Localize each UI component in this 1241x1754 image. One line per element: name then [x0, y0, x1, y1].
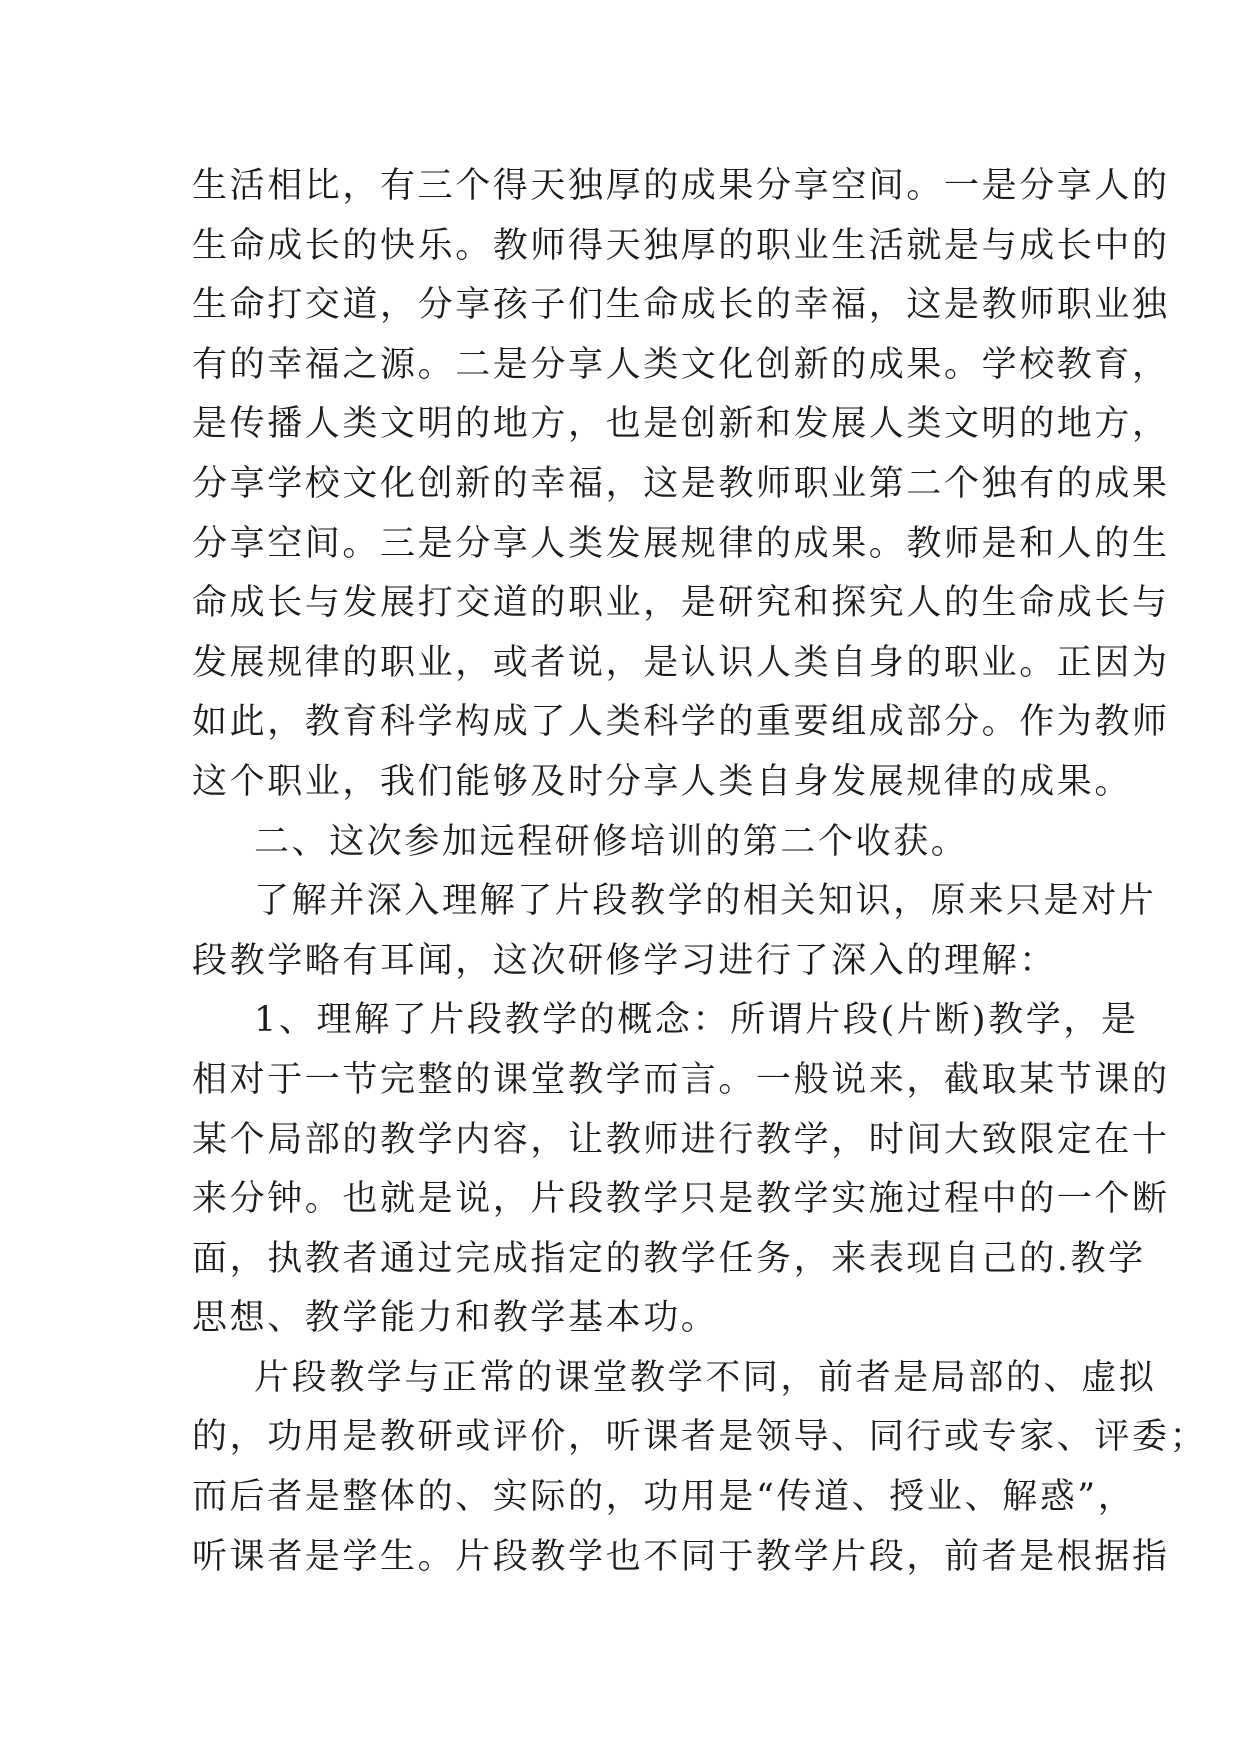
text-line: 而后者是整体的、实际的，功用是“传道、授业、解惑”，: [192, 1477, 1136, 1518]
body-text: [192, 157, 1208, 1587]
text-line: 了解并深入理解了片段教学的相关知识，原来只是对片: [254, 881, 1157, 922]
text-line: 某个局部的教学内容，让教师进行教学，时间大致限定在十: [192, 1119, 1170, 1160]
text-line: 这个职业，我们能够及时分享人类自身发展规律的成果。: [192, 761, 1133, 802]
text-line: 命成长与发展打交道的职业，是研究和探究人的生命成长与: [192, 583, 1170, 624]
text-line: 如此，教育科学构成了人类科学的重要组成部分。作为教师: [192, 702, 1170, 743]
text-line: 面，执教者通过完成指定的教学任务，来表现自己的.教学: [192, 1238, 1146, 1279]
text-line: 生活相比，有三个得天独厚的成果分享空间。一是分享人的: [192, 166, 1170, 206]
text-line: 生命打交道，分享孩子们生命成长的幸福，这是教师职业独: [192, 285, 1170, 326]
text-line: 分享学校文化创新的幸福，这是教师职业第二个独有的成果: [192, 463, 1170, 504]
text-line: 思想、教学能力和教学基本功。: [192, 1298, 719, 1339]
text-line: 是传播人类文明的地方，也是创新和发展人类文明的地方，: [192, 404, 1170, 445]
text-line: 发展规律的职业，或者说，是认识人类自身的职业。正因为: [192, 642, 1170, 683]
text-line: 二、这次参加远程研修培训的第二个收获。: [254, 821, 969, 862]
text-line: 来分钟。也就是说，片段教学只是教学实施过程中的一个断: [192, 1179, 1170, 1220]
text-line: 的，功用是教研或评价，听课者是领导、同行或专家、评委；: [192, 1417, 1208, 1458]
text-line: 段教学略有耳闻，这次研修学习进行了深入的理解：: [192, 940, 1057, 981]
text-line: 1、理解了片段教学的概念：所谓片段(片断)教学，是: [254, 1000, 1139, 1041]
text-line: 片段教学与正常的课堂教学不同，前者是局部的、虚拟: [254, 1357, 1157, 1398]
text-line: 分享空间。三是分享人类发展规律的成果。教师是和人的生: [192, 523, 1170, 564]
text-line: 相对于一节完整的课堂教学而言。一般说来，截取某节课的: [192, 1059, 1170, 1100]
text-line: 有的幸福之源。二是分享人类文化创新的成果。学校教育，: [192, 344, 1170, 385]
text-line: 听课者是学生。片段教学也不同于教学片段，前者是根据指: [192, 1536, 1170, 1577]
text-line: 生命成长的快乐。教师得天独厚的职业生活就是与成长中的: [192, 225, 1170, 266]
